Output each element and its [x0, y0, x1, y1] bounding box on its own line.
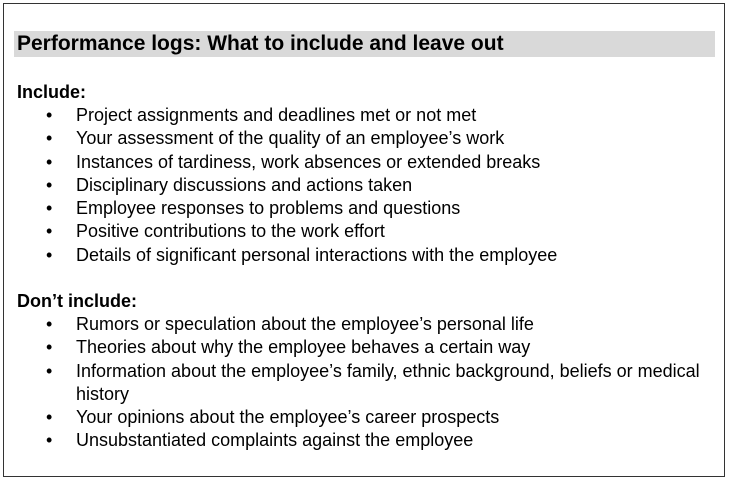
include-item-text: Employee responses to problems and questions: [76, 198, 461, 219]
exclude-heading: Don’t include:: [17, 291, 137, 311]
exclude-item-text: Theories about why the employee behaves a certain way: [76, 337, 531, 358]
include-item-text: Instances of tardiness, work absences or extended breaks: [76, 151, 541, 172]
bullet-icon: •: [46, 174, 53, 195]
bullet-icon: •: [46, 360, 53, 381]
bullet-icon: •: [46, 244, 53, 265]
bullet-icon: •: [46, 221, 53, 242]
exclude-item-text: Your opinions about the employee’s career prospects: [76, 407, 500, 428]
exclude-item-text: Information about the employee’s family, ethnic background, beliefs or medical history: [76, 360, 700, 404]
include-item-text: Positive contributions to the work effort: [76, 221, 385, 242]
include-item-text: Your assessment of the quality of an employee’s work: [76, 128, 505, 149]
bullet-icon: •: [46, 407, 53, 428]
bullet-icon: •: [46, 105, 53, 125]
bullet-icon: •: [46, 151, 53, 172]
include-item-text: Disciplinary discussions and actions taken: [76, 174, 413, 195]
exclude-item-text: Rumors or speculation about the employee’s personal life: [76, 314, 534, 334]
bullet-icon: •: [46, 337, 53, 358]
bullet-icon: •: [46, 314, 53, 334]
bullet-icon: •: [46, 430, 53, 451]
bullet-icon: •: [46, 198, 53, 219]
exclude-item-text: Unsubstantiated complaints against the employee: [76, 430, 474, 451]
include-heading: Include:: [17, 82, 87, 102]
include-item-text: Project assignments and deadlines met or not met: [76, 105, 477, 125]
include-item-text: Details of significant personal interactions with the employee: [76, 244, 558, 265]
page-title: Performance logs: What to include and leave out: [17, 32, 504, 55]
bullet-icon: •: [46, 128, 53, 149]
